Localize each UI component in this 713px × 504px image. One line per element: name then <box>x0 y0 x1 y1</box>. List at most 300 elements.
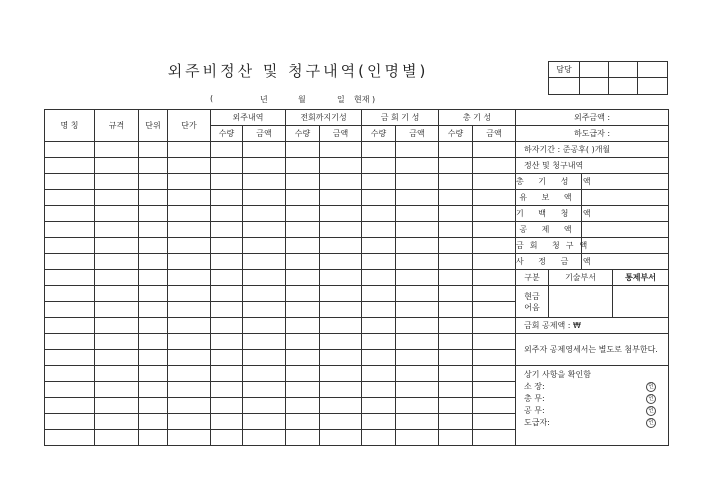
data-cell[interactable] <box>95 238 139 254</box>
data-cell[interactable] <box>243 190 286 206</box>
data-cell[interactable] <box>362 318 396 334</box>
data-cell[interactable] <box>396 302 439 318</box>
data-cell[interactable] <box>243 382 286 398</box>
data-cell[interactable] <box>168 350 211 366</box>
data-cell[interactable] <box>211 254 243 270</box>
data-cell[interactable] <box>45 174 95 190</box>
data-cell[interactable] <box>473 414 516 430</box>
data-cell[interactable] <box>396 158 439 174</box>
data-cell[interactable] <box>320 206 362 222</box>
data-cell[interactable] <box>286 398 320 414</box>
data-cell[interactable] <box>243 318 286 334</box>
header-name: 명 칭 <box>45 110 95 142</box>
data-cell[interactable] <box>320 334 362 350</box>
data-cell[interactable] <box>95 286 139 302</box>
data-cell[interactable] <box>473 158 516 174</box>
data-cell[interactable] <box>439 190 473 206</box>
data-cell[interactable] <box>362 350 396 366</box>
data-cell[interactable] <box>286 222 320 238</box>
deduction-amount[interactable]: 금회 공제액 : ₩ <box>516 318 669 334</box>
data-cell[interactable] <box>396 334 439 350</box>
control-dept-label: 통제부서 <box>613 270 669 286</box>
signer-row[interactable] <box>516 405 668 417</box>
approval-cell[interactable] <box>609 62 638 78</box>
data-cell[interactable] <box>139 366 168 382</box>
data-cell[interactable] <box>362 270 396 286</box>
settlement-title: 정산 및 청구내역 <box>516 158 669 174</box>
tech-dept-value[interactable] <box>549 286 613 318</box>
data-cell[interactable] <box>320 398 362 414</box>
data-cell[interactable] <box>95 366 139 382</box>
data-cell[interactable] <box>168 206 211 222</box>
data-cell[interactable] <box>211 222 243 238</box>
data-cell[interactable] <box>396 382 439 398</box>
settlement-row-label: 사 정 금 액 <box>516 254 582 270</box>
data-cell[interactable] <box>45 286 95 302</box>
header-amount: 금액 <box>396 126 439 142</box>
data-cell[interactable] <box>168 222 211 238</box>
data-cell[interactable] <box>473 142 516 158</box>
data-cell[interactable] <box>168 270 211 286</box>
data-cell[interactable] <box>320 350 362 366</box>
data-cell[interactable] <box>439 222 473 238</box>
data-cell[interactable] <box>243 286 286 302</box>
approval-sign-cell[interactable] <box>549 78 580 95</box>
data-cell[interactable] <box>139 414 168 430</box>
data-cell[interactable] <box>439 414 473 430</box>
data-cell[interactable] <box>211 382 243 398</box>
data-cell[interactable] <box>396 174 439 190</box>
data-cell[interactable] <box>95 254 139 270</box>
data-cell[interactable] <box>473 382 516 398</box>
data-cell[interactable] <box>45 158 95 174</box>
header-qty: 수량 <box>362 126 396 142</box>
data-cell[interactable] <box>139 398 168 414</box>
data-cell[interactable] <box>139 254 168 270</box>
data-cell[interactable] <box>286 238 320 254</box>
data-cell[interactable] <box>473 206 516 222</box>
header-price: 단가 <box>168 110 211 142</box>
table-row <box>45 142 669 158</box>
data-cell[interactable] <box>396 398 439 414</box>
data-cell[interactable] <box>439 350 473 366</box>
data-cell[interactable] <box>139 190 168 206</box>
table-row <box>45 334 669 350</box>
data-cell[interactable] <box>45 318 95 334</box>
data-cell[interactable] <box>320 318 362 334</box>
data-cell[interactable] <box>45 238 95 254</box>
data-cell[interactable] <box>362 334 396 350</box>
data-cell[interactable] <box>473 190 516 206</box>
subcontractor[interactable]: 하도급자 : <box>516 126 669 142</box>
seal-icon: 인 <box>646 394 656 404</box>
data-cell[interactable] <box>286 382 320 398</box>
data-cell[interactable] <box>95 382 139 398</box>
approval-sign-cell[interactable] <box>609 78 638 95</box>
data-cell[interactable] <box>168 414 211 430</box>
data-cell[interactable] <box>286 206 320 222</box>
data-cell[interactable] <box>45 206 95 222</box>
data-cell[interactable] <box>243 222 286 238</box>
data-cell[interactable] <box>211 414 243 430</box>
settlement-row-label: 유 보 액 <box>516 190 582 206</box>
data-cell[interactable] <box>168 286 211 302</box>
data-cell[interactable] <box>211 190 243 206</box>
header-group-outsourcing: 외주내역 <box>211 110 286 126</box>
data-cell[interactable] <box>139 142 168 158</box>
data-cell[interactable] <box>95 142 139 158</box>
data-cell[interactable] <box>439 286 473 302</box>
data-cell[interactable] <box>139 302 168 318</box>
data-cell[interactable] <box>243 430 286 446</box>
data-cell[interactable] <box>286 158 320 174</box>
header-amount: 금액 <box>320 126 362 142</box>
data-cell[interactable] <box>168 254 211 270</box>
data-cell[interactable] <box>95 302 139 318</box>
data-cell[interactable] <box>439 398 473 414</box>
data-cell[interactable] <box>45 414 95 430</box>
data-cell[interactable] <box>211 286 243 302</box>
data-cell[interactable] <box>168 190 211 206</box>
data-cell[interactable] <box>362 142 396 158</box>
data-cell[interactable] <box>396 366 439 382</box>
settlement-table <box>44 109 669 446</box>
data-cell[interactable] <box>243 270 286 286</box>
data-cell[interactable] <box>286 190 320 206</box>
header-amount: 금액 <box>473 126 516 142</box>
data-cell[interactable] <box>95 158 139 174</box>
data-cell[interactable] <box>95 350 139 366</box>
defect-period[interactable]: 하자기간 : 준공후( )개월 <box>516 142 669 158</box>
attachment-note-text: 외주자 공제영세서는 별도로 첨부한다. <box>524 344 658 354</box>
data-cell[interactable] <box>473 286 516 302</box>
data-cell[interactable] <box>211 206 243 222</box>
data-cell[interactable] <box>286 350 320 366</box>
date-day: 일 <box>337 95 345 104</box>
data-cell[interactable] <box>243 398 286 414</box>
data-cell[interactable] <box>211 366 243 382</box>
data-cell[interactable] <box>139 158 168 174</box>
seal-icon: 인 <box>646 418 656 428</box>
data-cell[interactable] <box>286 366 320 382</box>
data-cell[interactable] <box>396 414 439 430</box>
data-cell[interactable] <box>473 302 516 318</box>
control-dept-value[interactable] <box>613 286 669 318</box>
data-cell[interactable] <box>139 430 168 446</box>
data-cell[interactable] <box>396 238 439 254</box>
data-cell[interactable] <box>286 270 320 286</box>
data-cell[interactable] <box>95 430 139 446</box>
data-cell[interactable] <box>473 270 516 286</box>
data-cell[interactable] <box>286 142 320 158</box>
header-spec: 규격 <box>95 110 139 142</box>
data-cell[interactable] <box>139 206 168 222</box>
data-cell[interactable] <box>243 206 286 222</box>
date-open: ( <box>210 94 214 103</box>
data-cell[interactable] <box>243 350 286 366</box>
settlement-row-value[interactable] <box>582 222 669 238</box>
data-cell[interactable] <box>320 190 362 206</box>
data-cell[interactable] <box>362 238 396 254</box>
data-cell[interactable] <box>286 286 320 302</box>
data-cell[interactable] <box>439 254 473 270</box>
table-row <box>45 158 669 174</box>
approval-sign-cell[interactable] <box>580 78 609 95</box>
data-cell[interactable] <box>396 318 439 334</box>
data-cell[interactable] <box>243 142 286 158</box>
data-cell[interactable] <box>320 366 362 382</box>
data-cell[interactable] <box>243 174 286 190</box>
data-cell[interactable] <box>362 222 396 238</box>
data-cell[interactable] <box>362 366 396 382</box>
data-cell[interactable] <box>211 430 243 446</box>
data-cell[interactable] <box>320 286 362 302</box>
data-cell[interactable] <box>439 142 473 158</box>
data-cell[interactable] <box>362 206 396 222</box>
data-cell[interactable] <box>473 174 516 190</box>
data-cell[interactable] <box>286 302 320 318</box>
data-cell[interactable] <box>439 174 473 190</box>
settlement-row-value[interactable] <box>582 190 669 206</box>
data-cell[interactable] <box>439 302 473 318</box>
data-cell[interactable] <box>439 158 473 174</box>
data-cell[interactable] <box>320 382 362 398</box>
data-cell[interactable] <box>139 222 168 238</box>
data-cell[interactable] <box>168 142 211 158</box>
attachment-note <box>516 334 669 366</box>
data-cell[interactable] <box>396 222 439 238</box>
header-unit: 단위 <box>139 110 168 142</box>
data-cell[interactable] <box>95 398 139 414</box>
data-cell[interactable] <box>168 366 211 382</box>
data-cell[interactable] <box>396 254 439 270</box>
table-row <box>45 222 669 238</box>
header-group-previous: 전회까지기성 <box>286 110 362 126</box>
approval-table <box>548 61 668 95</box>
data-cell[interactable] <box>95 222 139 238</box>
signer-label: 총 무: <box>524 394 545 403</box>
signer-row[interactable] <box>516 417 668 429</box>
data-cell[interactable] <box>473 238 516 254</box>
data-cell[interactable] <box>362 302 396 318</box>
data-cell[interactable] <box>139 286 168 302</box>
data-cell[interactable] <box>45 350 95 366</box>
data-cell[interactable] <box>362 286 396 302</box>
approval-sign-cell[interactable] <box>638 78 668 95</box>
bill-label: 어음 <box>524 302 540 312</box>
data-cell[interactable] <box>139 318 168 334</box>
signer-label: 소 장: <box>524 382 545 391</box>
data-cell[interactable] <box>439 334 473 350</box>
data-cell[interactable] <box>439 270 473 286</box>
data-cell[interactable] <box>168 318 211 334</box>
data-cell[interactable] <box>95 414 139 430</box>
data-cell[interactable] <box>243 334 286 350</box>
tech-dept-label: 기술부서 <box>549 270 613 286</box>
data-cell[interactable] <box>320 158 362 174</box>
data-cell[interactable] <box>243 254 286 270</box>
data-cell[interactable] <box>211 318 243 334</box>
data-cell[interactable] <box>439 382 473 398</box>
confirmation-box <box>516 366 669 446</box>
data-cell[interactable] <box>320 142 362 158</box>
data-cell[interactable] <box>396 270 439 286</box>
table-row <box>45 190 669 206</box>
data-cell[interactable] <box>95 334 139 350</box>
data-cell[interactable] <box>320 238 362 254</box>
data-cell[interactable] <box>320 254 362 270</box>
data-cell[interactable] <box>362 254 396 270</box>
data-cell[interactable] <box>320 270 362 286</box>
data-cell[interactable] <box>168 158 211 174</box>
data-cell[interactable] <box>168 238 211 254</box>
data-cell[interactable] <box>45 270 95 286</box>
table-row <box>45 318 669 334</box>
confirmation-title: 상기 사항을 확인함 <box>524 370 591 379</box>
data-cell[interactable] <box>396 206 439 222</box>
data-cell[interactable] <box>473 350 516 366</box>
data-cell[interactable] <box>45 334 95 350</box>
data-cell[interactable] <box>362 158 396 174</box>
data-cell[interactable] <box>320 302 362 318</box>
data-cell[interactable] <box>95 174 139 190</box>
data-cell[interactable] <box>473 398 516 414</box>
data-cell[interactable] <box>473 222 516 238</box>
data-cell[interactable] <box>243 302 286 318</box>
data-cell[interactable] <box>45 142 95 158</box>
data-cell[interactable] <box>168 334 211 350</box>
data-cell[interactable] <box>139 238 168 254</box>
data-cell[interactable] <box>439 318 473 334</box>
data-cell[interactable] <box>139 270 168 286</box>
data-cell[interactable] <box>168 398 211 414</box>
data-cell[interactable] <box>362 398 396 414</box>
data-cell[interactable] <box>473 318 516 334</box>
data-cell[interactable] <box>95 190 139 206</box>
settlement-row-label: 총 기 성 액 <box>516 174 582 190</box>
table-row <box>45 366 669 382</box>
data-cell[interactable] <box>168 382 211 398</box>
data-cell[interactable] <box>362 174 396 190</box>
data-cell[interactable] <box>439 366 473 382</box>
data-cell[interactable] <box>396 286 439 302</box>
data-cell[interactable] <box>439 238 473 254</box>
data-cell[interactable] <box>286 414 320 430</box>
approval-cell[interactable] <box>580 62 609 78</box>
data-cell[interactable] <box>211 174 243 190</box>
data-cell[interactable] <box>211 334 243 350</box>
data-cell[interactable] <box>211 398 243 414</box>
data-cell[interactable] <box>95 270 139 286</box>
data-cell[interactable] <box>286 430 320 446</box>
date-now: 현재 ) <box>354 95 376 104</box>
cash-label: 현금 <box>524 291 540 301</box>
signer-row[interactable] <box>516 393 668 405</box>
data-cell[interactable] <box>139 350 168 366</box>
data-cell[interactable] <box>362 430 396 446</box>
data-cell[interactable] <box>139 174 168 190</box>
table-row <box>45 206 669 222</box>
data-cell[interactable] <box>320 222 362 238</box>
data-cell[interactable] <box>473 334 516 350</box>
settlement-row-value[interactable] <box>582 238 669 254</box>
data-cell[interactable] <box>45 302 95 318</box>
data-cell[interactable] <box>45 430 95 446</box>
data-cell[interactable] <box>396 142 439 158</box>
data-cell[interactable] <box>362 190 396 206</box>
data-cell[interactable] <box>95 206 139 222</box>
data-cell[interactable] <box>396 430 439 446</box>
data-cell[interactable] <box>473 254 516 270</box>
table-row <box>45 286 669 302</box>
date-year: 년 <box>260 95 268 104</box>
data-cell[interactable] <box>362 414 396 430</box>
data-cell[interactable] <box>286 318 320 334</box>
data-cell[interactable] <box>396 190 439 206</box>
data-cell[interactable] <box>45 366 95 382</box>
data-cell[interactable] <box>473 430 516 446</box>
date-month: 월 <box>298 95 306 104</box>
table-row <box>45 174 669 190</box>
data-cell[interactable] <box>211 158 243 174</box>
data-cell[interactable] <box>211 302 243 318</box>
data-cell[interactable] <box>45 190 95 206</box>
data-cell[interactable] <box>95 318 139 334</box>
data-cell[interactable] <box>286 334 320 350</box>
table-row <box>45 270 669 286</box>
signer-row[interactable] <box>516 381 668 393</box>
data-cell[interactable] <box>211 142 243 158</box>
data-cell[interactable] <box>243 414 286 430</box>
data-cell[interactable] <box>439 206 473 222</box>
data-cell[interactable] <box>243 238 286 254</box>
data-cell[interactable] <box>45 398 95 414</box>
data-cell[interactable] <box>45 254 95 270</box>
data-cell[interactable] <box>286 254 320 270</box>
data-cell[interactable] <box>211 270 243 286</box>
cash-bill-label <box>516 286 549 318</box>
data-cell[interactable] <box>243 366 286 382</box>
data-cell[interactable] <box>211 238 243 254</box>
approval-cell[interactable] <box>638 62 668 78</box>
signer-label: 공 무: <box>524 406 545 415</box>
division-label: 구분 <box>516 270 549 286</box>
data-cell[interactable] <box>168 302 211 318</box>
data-cell[interactable] <box>243 158 286 174</box>
data-cell[interactable] <box>439 430 473 446</box>
data-cell[interactable] <box>211 350 243 366</box>
data-cell[interactable] <box>45 222 95 238</box>
data-cell[interactable] <box>396 350 439 366</box>
header-group-current: 금 회 기 성 <box>362 110 439 126</box>
data-cell[interactable] <box>473 366 516 382</box>
data-cell[interactable] <box>286 174 320 190</box>
data-cell[interactable] <box>139 334 168 350</box>
outsourcing-amount[interactable]: 외주금액 : <box>516 110 669 126</box>
data-cell[interactable] <box>320 430 362 446</box>
settlement-row-label: 기 백 청 액 <box>516 206 582 222</box>
data-cell[interactable] <box>45 382 95 398</box>
data-cell[interactable] <box>168 430 211 446</box>
header-qty: 수량 <box>211 126 243 142</box>
data-cell[interactable] <box>320 414 362 430</box>
page-title: 외주비정산 및 청구내역(인명별) <box>167 62 429 80</box>
approval-label: 담당 <box>549 62 580 78</box>
data-cell[interactable] <box>362 382 396 398</box>
data-cell[interactable] <box>168 174 211 190</box>
data-cell[interactable] <box>320 174 362 190</box>
data-cell[interactable] <box>139 382 168 398</box>
